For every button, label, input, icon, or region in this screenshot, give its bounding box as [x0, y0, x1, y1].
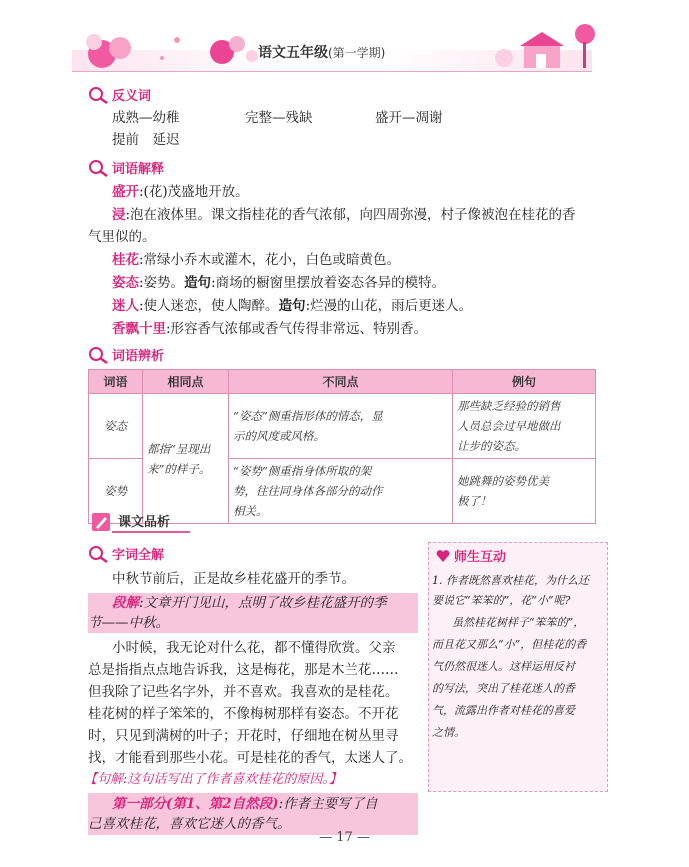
section-close-reading: [88, 544, 164, 563]
passage-line: 找，才能看到那些小花。可是桂花的香气，太迷人了。: [88, 750, 412, 766]
section-antonyms: [88, 85, 151, 104]
section-heading: 词语解释: [112, 162, 165, 177]
diff-cell: “姿态”侧重指形体的情态，显 示的风度或风格。: [229, 394, 453, 459]
part-summary: 己喜欢桂花，喜欢它迷人的香气。: [88, 816, 291, 832]
antonym-pair: 成熟—幼稚: [112, 110, 180, 126]
definition-line: 桂花:常绿小乔木或灌木，花小，白色或暗黄色。: [112, 252, 401, 268]
question-line: 1. 作者既然喜欢桂花，为什么还: [432, 574, 589, 587]
same-cell: 都指“呈现出 来”的样子。: [143, 394, 229, 524]
column-header: 例句: [453, 370, 596, 394]
header-house-decoration: [490, 14, 600, 74]
column-header: 相同点: [143, 370, 229, 394]
section-interaction: [436, 546, 506, 565]
passage-line: 中秋节前后，正是故乡桂花盛开的季节。: [112, 571, 355, 587]
example-cell: 她跳舞的姿势优美 极了！: [453, 459, 596, 524]
definition-line: 香飘十里:形容香气浓郁或香气传得非常远、特别香。: [112, 321, 428, 337]
lesson-banner-title: 课文品析: [118, 515, 171, 530]
table-row: [89, 394, 596, 459]
heart-icon: [436, 549, 450, 563]
word-cell: 姿势: [89, 459, 143, 524]
paragraph-note: 段解:文章开门见山，点明了故乡桂花盛开的季: [112, 595, 387, 611]
comparison-table: [88, 369, 596, 524]
section-heading: 词语辨析: [112, 349, 165, 364]
magnifier-icon: [88, 159, 110, 177]
answer-line: 的写法，突出了桂花迷人的香: [432, 682, 575, 695]
header-flower-decoration: [72, 22, 272, 74]
passage-line: 但我除了记些名字外，并不喜欢。我喜欢的是桂花。: [88, 684, 399, 700]
paragraph-note: 节——中秋。: [88, 615, 169, 631]
section-heading: 师生互动: [454, 550, 507, 565]
diff-cell: “姿势”侧重指身体所取的架 势，往往同身体各部分的动作 相关。: [229, 459, 453, 524]
section-explanations: [88, 158, 164, 177]
antonym-pair: 盛开—凋谢: [375, 110, 443, 126]
definition-line: 姿态:姿势。造句:商场的橱窗里摆放着姿态各异的模特。: [112, 275, 446, 291]
definition-line: 迷人:使人迷恋，使人陶醉。造句:烂漫的山花，雨后更迷人。: [112, 298, 473, 314]
definition-line: 盛开:(花)茂盛地开放。: [112, 184, 249, 200]
answer-line: 气仍然很迷人。这样运用反衬: [432, 660, 575, 673]
passage-line: 桂花树的样子笨笨的，不像梅树那样有姿态。不开花: [88, 706, 399, 722]
section-heading: 字词全解: [112, 548, 165, 563]
magnifier-icon: [88, 346, 110, 364]
column-header: 词语: [89, 370, 143, 394]
antonym-pair: 完整—残缺: [245, 110, 313, 126]
antonym-pair: 提前 延迟: [112, 132, 180, 148]
question-line: 要说它“笨笨的”，花“小”呢?: [432, 594, 571, 607]
section-analysis: [88, 345, 164, 364]
section-heading: 反义词: [112, 89, 152, 104]
part-summary: 第一部分(第1、第2自然段):作者主要写了自: [112, 796, 378, 812]
passage-line: 时，只见到满树的叶子；开花时，仔细地在树丛里寻: [88, 728, 399, 744]
passage-line: 总是指指点点地告诉我，这是梅花，那是木兰花……: [88, 662, 399, 678]
magnifier-icon: [88, 545, 110, 563]
header-title: 语文五年级(第一学期): [258, 45, 386, 61]
definition-line: 气里似的。: [88, 229, 156, 245]
answer-line: 之情。: [432, 726, 465, 739]
answer-line: 而且花又那么“小”，但桂花的香: [432, 638, 587, 651]
sentence-note: 【句解:这句话写出了作者喜欢桂花的原因。】: [84, 772, 342, 787]
magnifier-icon: [88, 86, 110, 104]
answer-line: 虽然桂花树样子“笨笨的”，: [452, 616, 585, 629]
definition-line: 浸:泡在液体里。课文指桂花的香气浓郁，向四周弥漫，村子像被泡在桂花的香: [112, 207, 576, 223]
answer-line: 气，流露出作者对桂花的喜爱: [432, 704, 575, 717]
column-header: 不同点: [229, 370, 453, 394]
table-header-row: [89, 370, 596, 394]
example-cell: 那些缺乏经验的销售 人员总会过早地做出 让步的姿态。: [453, 394, 596, 459]
page-number: — 17 —: [319, 830, 370, 845]
word-cell: 姿态: [89, 394, 143, 459]
passage-line: 小时候，我无论对什么花，都不懂得欣赏。父亲: [112, 640, 396, 656]
